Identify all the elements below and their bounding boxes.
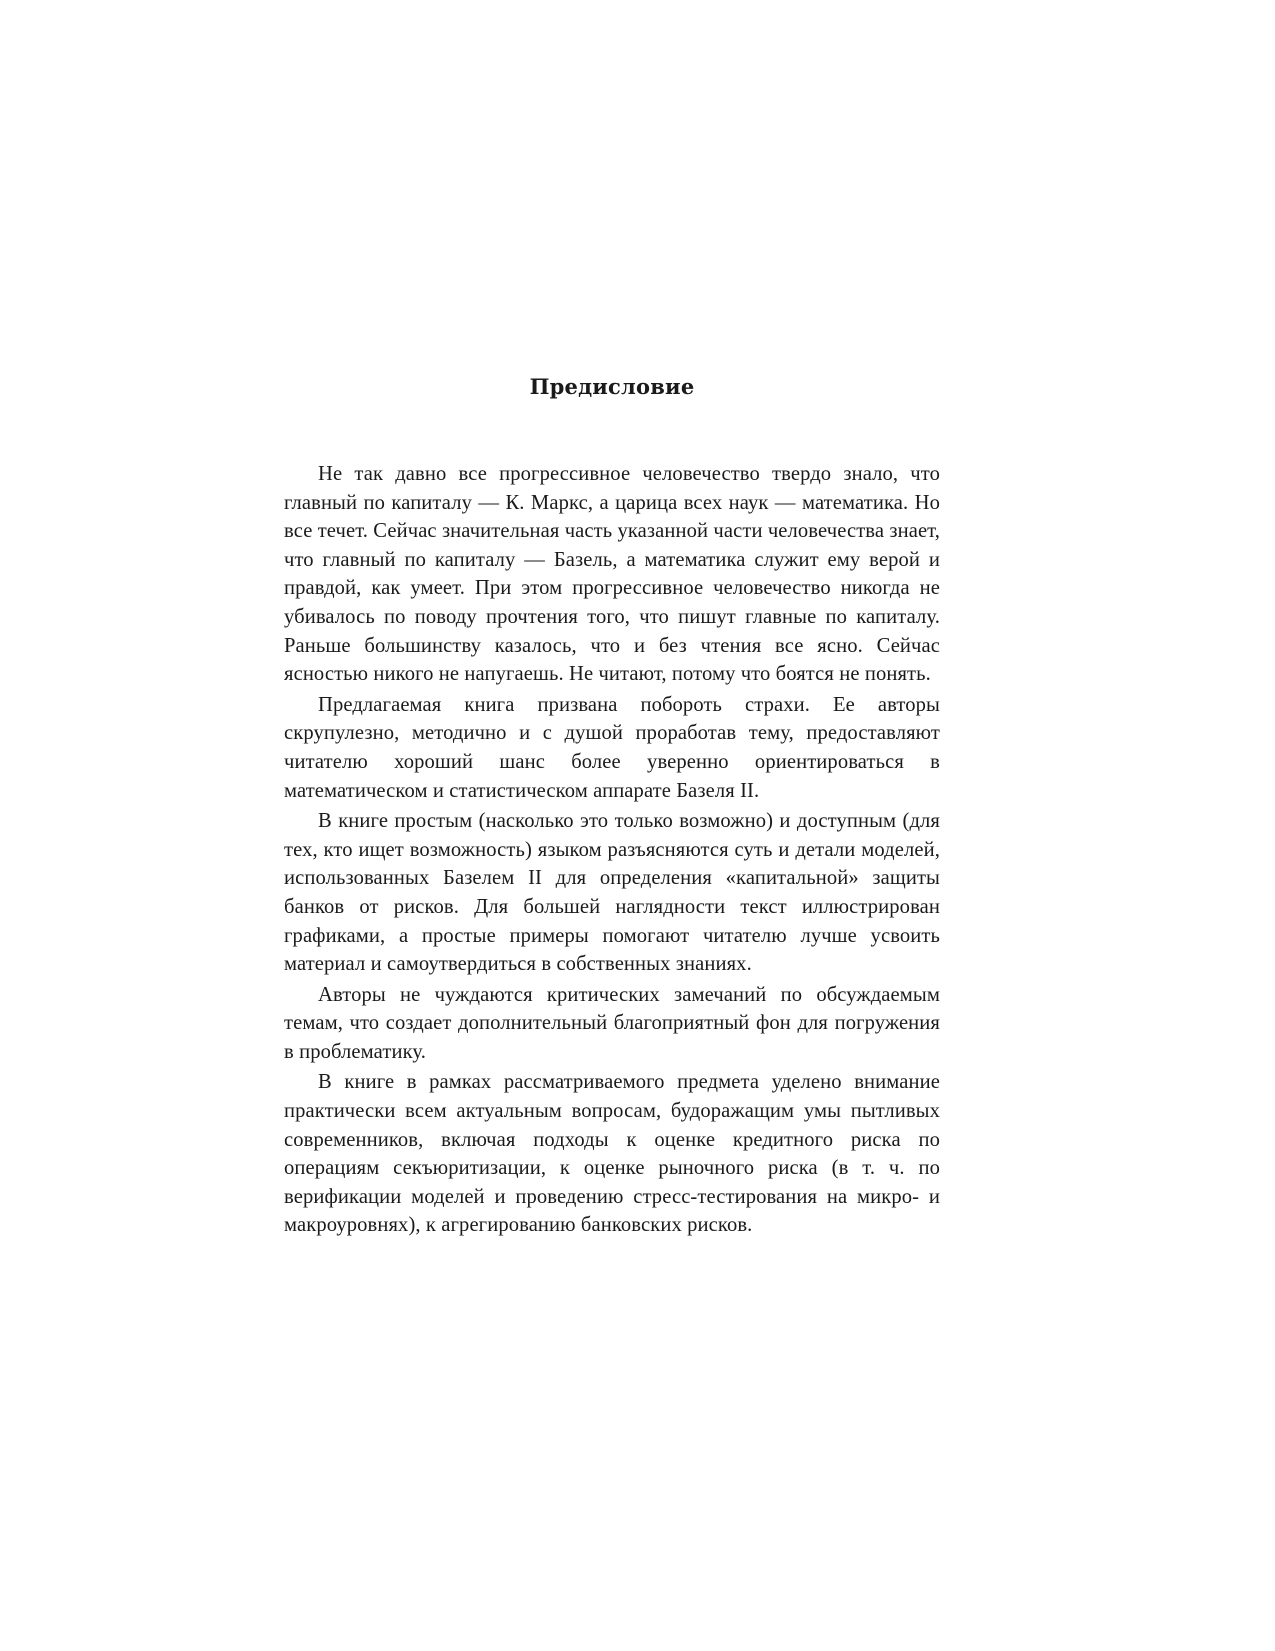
paragraph-5: В книге в рамках рассматриваемого предмета уделено внимание практически всем актуальным вопросам, будоражащим умы пытливых современников, включая подходы к оценке кредитного риска по операциям секъюритизации, к оценке рыночного риска (в т. ч. по верификации моделей и проведению стресс-тестирования на микро- и макроуровнях), к агрегированию банковских рисков. (284, 1071, 940, 1237)
page-title: Предисловие (529, 374, 695, 399)
paragraph-4: Авторы не чуждаются критических замечаний по обсуждаемым темам, что создает дополнительный благоприятный фон для погружения в проблематику. (284, 983, 940, 1063)
preface-body (284, 460, 940, 1242)
book-page (284, 0, 940, 1651)
paragraph-3: В книге простым (насколько это только возможно) и доступным (для тех, кто ищет возможность) языком разъясняются суть и детали моделей, использованных Базелем II для определения «капитальной» защиты банков от рисков. Для большей наглядности текст иллюстрирован графиками, а простые примеры помогают читателю лучше усвоить материал и самоутвердиться в собственных знаниях. (284, 810, 940, 976)
paragraph-2: Предлагаемая книга призвана побороть страхи. Ее авторы скрупулезно, методично и с душой проработав тему, предоставляют читателю хороший шанс более уверенно ориентироваться в математическом и статистическом аппарате Базеля II. (284, 693, 940, 802)
paragraph-1: Не так давно все прогрессивное человечество твердо знало, что главный по капиталу — К. Маркс, а царица всех наук — математика. Но все течет. Сейчас значительная часть указанной части человечества знает, что главный по капиталу — Базель, а математика служит ему верой и правдой, как умеет. При этом прогрессивное человечество никогда не убивалось по поводу прочтения того, что пишут главные по капиталу. Раньше большинству казалось, что и без чтения все ясно. Сейчас ясностью никого не напугаешь. Не читают, потому что боятся не понять. (284, 463, 940, 686)
